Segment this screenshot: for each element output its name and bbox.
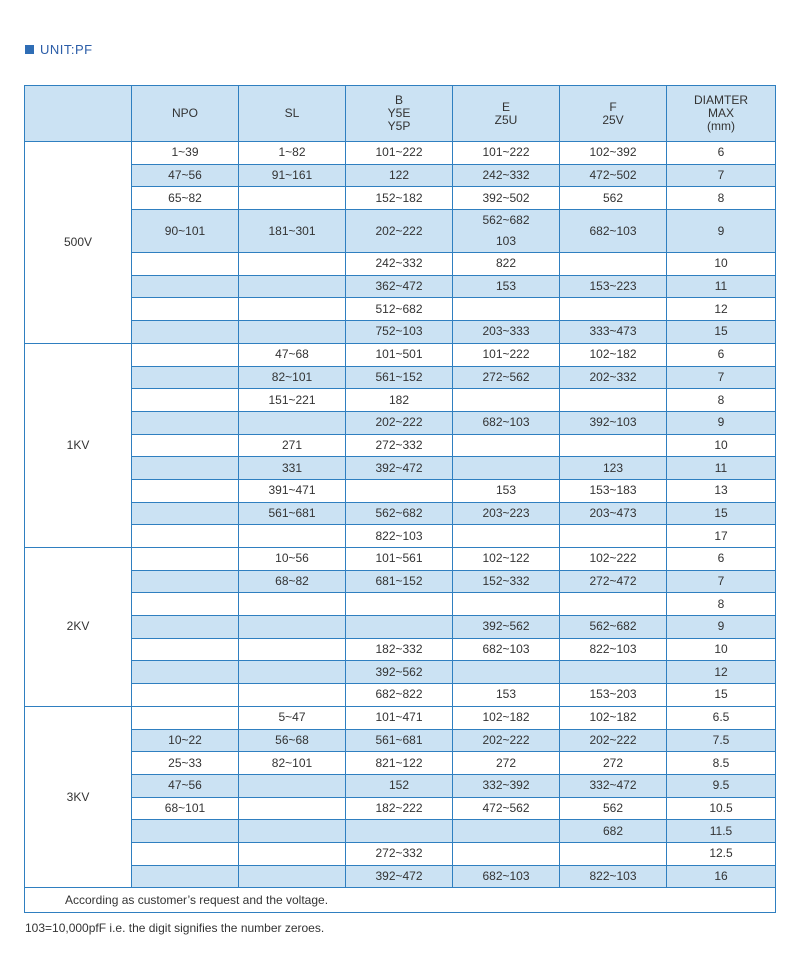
table-cell: 102~182 bbox=[560, 706, 667, 729]
table-cell: 182 bbox=[346, 389, 453, 412]
table-cell: 7 bbox=[667, 570, 776, 593]
table-cell: 202~222 bbox=[453, 729, 560, 752]
table-cell: 15 bbox=[667, 321, 776, 344]
table-row bbox=[25, 411, 776, 434]
table-row bbox=[25, 343, 776, 366]
table-cell bbox=[560, 253, 667, 276]
table-row bbox=[25, 275, 776, 298]
table-cell: 333~473 bbox=[560, 321, 667, 344]
table-cell: 362~472 bbox=[346, 275, 453, 298]
table-cell: 102~182 bbox=[453, 706, 560, 729]
table-cell: 682~103 bbox=[453, 638, 560, 661]
table-cell: 822~103 bbox=[560, 638, 667, 661]
table-cell: 122 bbox=[346, 164, 453, 187]
header-b: B Y5E Y5P bbox=[346, 86, 453, 142]
table-row bbox=[25, 187, 776, 210]
table-cell bbox=[453, 820, 560, 843]
footer-row bbox=[25, 888, 776, 913]
table-row bbox=[25, 616, 776, 639]
table-cell: 6 bbox=[667, 142, 776, 165]
table-cell: 102~122 bbox=[453, 548, 560, 571]
table-cell bbox=[239, 638, 346, 661]
table-cell: 123 bbox=[560, 457, 667, 480]
table-cell: 56~68 bbox=[239, 729, 346, 752]
table-cell bbox=[239, 298, 346, 321]
table-cell: 203~473 bbox=[560, 502, 667, 525]
table-cell: 153~183 bbox=[560, 479, 667, 502]
table-cell: 821~122 bbox=[346, 752, 453, 775]
table-cell: 101~222 bbox=[453, 343, 560, 366]
table-row bbox=[25, 729, 776, 752]
table-row bbox=[25, 797, 776, 820]
table-cell: 822 bbox=[453, 253, 560, 276]
table-cell bbox=[453, 661, 560, 684]
table-cell bbox=[239, 187, 346, 210]
table-cell: 472~502 bbox=[560, 164, 667, 187]
table-cell bbox=[239, 411, 346, 434]
table-cell: 102~222 bbox=[560, 548, 667, 571]
table-cell bbox=[239, 820, 346, 843]
table-cell bbox=[453, 434, 560, 457]
unit-text: UNIT:PF bbox=[40, 42, 93, 57]
table-cell: 102~392 bbox=[560, 142, 667, 165]
table-cell: 9 bbox=[667, 616, 776, 639]
table-row bbox=[25, 525, 776, 548]
table-cell bbox=[453, 298, 560, 321]
table-cell: 7 bbox=[667, 366, 776, 389]
table-row bbox=[25, 434, 776, 457]
table-cell: 202~222 bbox=[560, 729, 667, 752]
table-cell: 752~103 bbox=[346, 321, 453, 344]
table-cell: 7 bbox=[667, 164, 776, 187]
table-cell: 152~182 bbox=[346, 187, 453, 210]
table-cell: 11 bbox=[667, 275, 776, 298]
voltage-cell: 2KV bbox=[25, 548, 132, 707]
table-cell bbox=[132, 684, 239, 707]
table-row bbox=[25, 366, 776, 389]
table-cell: 47~56 bbox=[132, 774, 239, 797]
voltage-cell: 3KV bbox=[25, 706, 132, 888]
table-cell bbox=[560, 525, 667, 548]
table-cell: 6.5 bbox=[667, 706, 776, 729]
table-row bbox=[25, 570, 776, 593]
table-cell: 82~101 bbox=[239, 752, 346, 775]
table-cell: 8 bbox=[667, 593, 776, 616]
table-cell: 561~681 bbox=[239, 502, 346, 525]
table-cell: 10 bbox=[667, 253, 776, 276]
table-cell bbox=[132, 525, 239, 548]
table-cell bbox=[453, 842, 560, 865]
table-row bbox=[25, 457, 776, 480]
table-row bbox=[25, 706, 776, 729]
table-cell bbox=[132, 321, 239, 344]
voltage-cell: 1KV bbox=[25, 343, 132, 547]
table-cell: 331 bbox=[239, 457, 346, 480]
table-cell bbox=[239, 661, 346, 684]
table-cell: 562~682 bbox=[346, 502, 453, 525]
table-cell: 90~101 bbox=[132, 210, 239, 253]
table-cell: 202~222 bbox=[346, 411, 453, 434]
table-row bbox=[25, 548, 776, 571]
table-cell: 153~223 bbox=[560, 275, 667, 298]
table-header-row bbox=[25, 86, 776, 142]
table-cell: 10~22 bbox=[132, 729, 239, 752]
table-cell: 65~82 bbox=[132, 187, 239, 210]
table-cell: 561~681 bbox=[346, 729, 453, 752]
table-cell bbox=[560, 842, 667, 865]
table-cell bbox=[560, 389, 667, 412]
table-cell: 25~33 bbox=[132, 752, 239, 775]
table-cell: 272 bbox=[453, 752, 560, 775]
table-cell: 15 bbox=[667, 502, 776, 525]
table-cell bbox=[132, 411, 239, 434]
table-row bbox=[25, 164, 776, 187]
table-cell: 272~472 bbox=[560, 570, 667, 593]
table-cell bbox=[560, 434, 667, 457]
table-cell bbox=[239, 321, 346, 344]
table-cell bbox=[453, 457, 560, 480]
table-row bbox=[25, 142, 776, 165]
table-cell bbox=[132, 502, 239, 525]
table-cell: 8 bbox=[667, 389, 776, 412]
table-cell bbox=[239, 593, 346, 616]
table-cell bbox=[132, 638, 239, 661]
table-cell: 10.5 bbox=[667, 797, 776, 820]
table-cell bbox=[132, 253, 239, 276]
table-cell bbox=[132, 457, 239, 480]
table-cell: 182~332 bbox=[346, 638, 453, 661]
table-cell: 181~301 bbox=[239, 210, 346, 253]
table-cell bbox=[132, 389, 239, 412]
table-cell bbox=[239, 525, 346, 548]
table-cell: 392~472 bbox=[346, 457, 453, 480]
table-row bbox=[25, 479, 776, 502]
footnote: 103=10,000pfF i.e. the digit signifies the number zeroes. bbox=[25, 921, 325, 935]
table-cell: 10~56 bbox=[239, 548, 346, 571]
table-cell: 203~223 bbox=[453, 502, 560, 525]
table-cell: 272~332 bbox=[346, 434, 453, 457]
table-cell: 91~161 bbox=[239, 164, 346, 187]
table-row bbox=[25, 593, 776, 616]
table-cell: 512~682 bbox=[346, 298, 453, 321]
table-cell bbox=[560, 661, 667, 684]
table-cell bbox=[132, 479, 239, 502]
table-cell: 15 bbox=[667, 684, 776, 707]
unit-label bbox=[25, 42, 93, 57]
header-sl: SL bbox=[239, 86, 346, 142]
table-cell: 151~221 bbox=[239, 389, 346, 412]
header-npo: NPO bbox=[132, 86, 239, 142]
table-row bbox=[25, 502, 776, 525]
table-cell: 16 bbox=[667, 865, 776, 888]
table-cell: 472~562 bbox=[453, 797, 560, 820]
table-cell: 12 bbox=[667, 298, 776, 321]
table-cell: 102~182 bbox=[560, 343, 667, 366]
table-cell: 9 bbox=[667, 411, 776, 434]
table-cell bbox=[346, 820, 453, 843]
table-cell bbox=[132, 706, 239, 729]
voltage-cell: 500V bbox=[25, 142, 132, 344]
header-voltage bbox=[25, 86, 132, 142]
table-cell: 391~471 bbox=[239, 479, 346, 502]
table-cell bbox=[132, 842, 239, 865]
table-cell: 153 bbox=[453, 684, 560, 707]
table-cell: 153 bbox=[453, 479, 560, 502]
table-cell: 68~82 bbox=[239, 570, 346, 593]
table-cell: 101~222 bbox=[346, 142, 453, 165]
table-cell bbox=[132, 820, 239, 843]
table-row bbox=[25, 842, 776, 865]
table-cell: 6 bbox=[667, 548, 776, 571]
table-cell bbox=[132, 570, 239, 593]
table-cell: 682~822 bbox=[346, 684, 453, 707]
table-cell: 12.5 bbox=[667, 842, 776, 865]
table-cell: 1~39 bbox=[132, 142, 239, 165]
footer-text: According as customer’s request and the voltage. bbox=[25, 888, 776, 913]
table-cell bbox=[132, 366, 239, 389]
table-cell: 153 bbox=[453, 275, 560, 298]
table-cell bbox=[239, 797, 346, 820]
table-cell: 202~332 bbox=[560, 366, 667, 389]
table-cell: 332~472 bbox=[560, 774, 667, 797]
table-cell bbox=[132, 343, 239, 366]
table-cell bbox=[239, 253, 346, 276]
table-cell: 152 bbox=[346, 774, 453, 797]
table-cell: 12 bbox=[667, 661, 776, 684]
table-row bbox=[25, 253, 776, 276]
table-cell: 9.5 bbox=[667, 774, 776, 797]
table-cell bbox=[239, 616, 346, 639]
table-cell: 681~152 bbox=[346, 570, 453, 593]
table-cell: 153~203 bbox=[560, 684, 667, 707]
table-cell bbox=[560, 593, 667, 616]
table-cell: 682~103 bbox=[560, 210, 667, 253]
table-cell bbox=[453, 525, 560, 548]
table-row bbox=[25, 389, 776, 412]
table-row bbox=[25, 298, 776, 321]
header-e: E Z5U bbox=[453, 86, 560, 142]
table-row bbox=[25, 752, 776, 775]
table-cell bbox=[132, 275, 239, 298]
table-cell: 47~68 bbox=[239, 343, 346, 366]
table-cell: 101~222 bbox=[453, 142, 560, 165]
table-cell: 562~682 103 bbox=[453, 210, 560, 253]
table-row bbox=[25, 820, 776, 843]
table-cell: 13 bbox=[667, 479, 776, 502]
header-f: F 25V bbox=[560, 86, 667, 142]
table-cell: 392~562 bbox=[453, 616, 560, 639]
table-cell bbox=[346, 616, 453, 639]
table-cell bbox=[132, 593, 239, 616]
table-cell bbox=[132, 661, 239, 684]
table-cell: 682~103 bbox=[453, 865, 560, 888]
table-cell: 182~222 bbox=[346, 797, 453, 820]
table-cell: 203~333 bbox=[453, 321, 560, 344]
table-row bbox=[25, 638, 776, 661]
table-cell bbox=[132, 616, 239, 639]
table-cell: 8 bbox=[667, 187, 776, 210]
table-cell: 242~332 bbox=[346, 253, 453, 276]
table-cell bbox=[239, 842, 346, 865]
table-row bbox=[25, 661, 776, 684]
table-cell: 101~561 bbox=[346, 548, 453, 571]
table-cell bbox=[132, 434, 239, 457]
table-cell bbox=[346, 479, 453, 502]
table-cell: 11 bbox=[667, 457, 776, 480]
table-row bbox=[25, 210, 776, 253]
table-cell: 10 bbox=[667, 434, 776, 457]
table-cell: 9 bbox=[667, 210, 776, 253]
table-row bbox=[25, 774, 776, 797]
table-cell: 822~103 bbox=[560, 865, 667, 888]
table-cell bbox=[132, 865, 239, 888]
table-cell: 272~562 bbox=[453, 366, 560, 389]
table-cell: 68~101 bbox=[132, 797, 239, 820]
table-cell: 17 bbox=[667, 525, 776, 548]
table-cell: 152~332 bbox=[453, 570, 560, 593]
table-cell bbox=[239, 865, 346, 888]
table-cell: 332~392 bbox=[453, 774, 560, 797]
table-cell: 682 bbox=[560, 820, 667, 843]
table-cell: 11.5 bbox=[667, 820, 776, 843]
table-cell: 562 bbox=[560, 187, 667, 210]
table-cell bbox=[239, 774, 346, 797]
table-cell: 47~56 bbox=[132, 164, 239, 187]
table-cell: 822~103 bbox=[346, 525, 453, 548]
table-cell: 7.5 bbox=[667, 729, 776, 752]
table-cell: 8.5 bbox=[667, 752, 776, 775]
table-row bbox=[25, 865, 776, 888]
table-cell bbox=[560, 298, 667, 321]
table-cell bbox=[453, 593, 560, 616]
table-cell bbox=[346, 593, 453, 616]
table-cell: 10 bbox=[667, 638, 776, 661]
table-cell bbox=[132, 298, 239, 321]
table-cell: 682~103 bbox=[453, 411, 560, 434]
table-cell: 101~501 bbox=[346, 343, 453, 366]
table-cell: 202~222 bbox=[346, 210, 453, 253]
table-cell: 561~152 bbox=[346, 366, 453, 389]
table-cell bbox=[239, 684, 346, 707]
table-cell bbox=[453, 389, 560, 412]
table-cell: 392~472 bbox=[346, 865, 453, 888]
table-cell bbox=[239, 275, 346, 298]
table-cell: 82~101 bbox=[239, 366, 346, 389]
table-cell: 562~682 bbox=[560, 616, 667, 639]
table-cell: 392~502 bbox=[453, 187, 560, 210]
bullet-square-icon bbox=[25, 45, 34, 54]
table-cell: 5~47 bbox=[239, 706, 346, 729]
table-cell: 242~332 bbox=[453, 164, 560, 187]
table-cell: 6 bbox=[667, 343, 776, 366]
table-body bbox=[25, 142, 776, 888]
table-cell: 562 bbox=[560, 797, 667, 820]
table-cell: 1~82 bbox=[239, 142, 346, 165]
header-diameter: DIAMTER MAX (mm) bbox=[667, 86, 776, 142]
table-cell bbox=[132, 548, 239, 571]
table-cell: 101~471 bbox=[346, 706, 453, 729]
table-cell: 271 bbox=[239, 434, 346, 457]
table-row bbox=[25, 321, 776, 344]
table-cell: 272~332 bbox=[346, 842, 453, 865]
table-cell: 272 bbox=[560, 752, 667, 775]
table-cell: 392~562 bbox=[346, 661, 453, 684]
table-row bbox=[25, 684, 776, 707]
capacitor-spec-table bbox=[24, 85, 776, 913]
table-cell: 392~103 bbox=[560, 411, 667, 434]
